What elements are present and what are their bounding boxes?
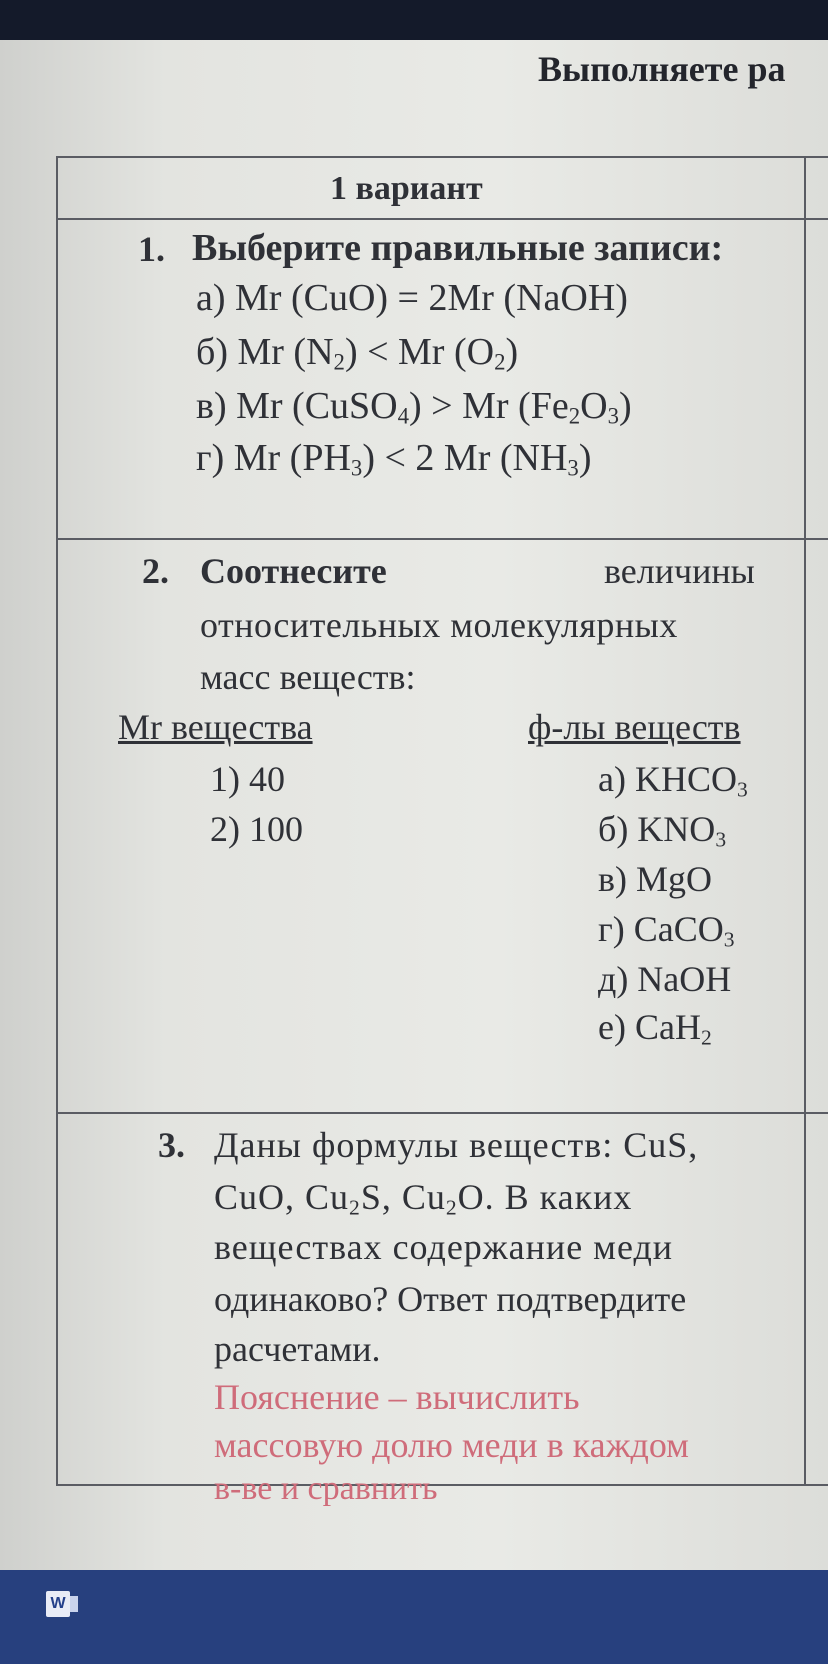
q1-option-d: г) Mr $(PH_3) < 2$ Mr $(NH_3)$ <box>196 437 592 481</box>
q3-note-line1: Пояснение – вычислить <box>214 1377 580 1417</box>
q2-line2: относительных молекулярных <box>200 605 678 645</box>
q3-note-line2: массовую долю меди в каждом <box>214 1425 689 1465</box>
q2-left-header: Mr вещества <box>118 707 313 747</box>
q2-formula-d: г) CaCO$_3$ <box>598 909 735 952</box>
q2-line3: масс веществ: <box>200 657 416 697</box>
top-dark-bar <box>0 0 828 40</box>
q3-note-line3: в-ве и сравнить <box>214 1470 438 1507</box>
q1-option-c: в) Mr (CuSO$_4$) > Mr $(Fe_2O_3)$ <box>196 385 632 429</box>
q3-number: 3. <box>158 1125 185 1165</box>
table-right-border <box>804 156 806 1486</box>
q2-formula-f: е) CaH$_2$ <box>598 1007 712 1050</box>
table-top-border <box>56 156 828 158</box>
q1-number: 1. <box>138 229 165 269</box>
q2-line1-left: Соотнесите <box>200 551 387 591</box>
table-left-border <box>56 156 58 1486</box>
q3-line3: веществах содержание меди <box>214 1227 674 1267</box>
q1-option-a: а) Mr (CuO) = 2Mr (NaOH) <box>196 277 628 319</box>
q3-line1: Даны формулы веществ: CuS, <box>214 1125 699 1165</box>
header-divider <box>56 218 828 220</box>
q1-option-b: б) Mr $(N_2) < Mr$ $(O_2)$ <box>196 331 519 375</box>
q2-line1-right: величины <box>604 551 755 591</box>
variant-header: 1 вариант <box>330 170 483 207</box>
q2-mr-item-2: 2) 100 <box>210 809 303 849</box>
q3-line2: CuO, $Cu_2S$, $Cu_2O$. В каких <box>214 1177 633 1220</box>
q3-line4: одинаково? Ответ подтвердите <box>214 1279 687 1319</box>
table-bottom-border <box>56 1484 828 1486</box>
q2-mr-item-1: 1) 40 <box>210 759 285 799</box>
row1-divider <box>56 538 828 540</box>
q1-title: Выберите правильные записи: <box>192 227 724 269</box>
page-heading: Выполняете ра <box>538 49 786 89</box>
q2-number: 2. <box>142 551 169 591</box>
row2-divider <box>56 1112 828 1114</box>
q2-formula-e: д) NaOH <box>598 959 732 999</box>
word-icon-tab <box>70 1596 78 1612</box>
q3-line5: расчетами. <box>214 1329 381 1369</box>
word-icon[interactable]: W <box>46 1591 70 1617</box>
q2-formula-a: а) $KHCO_3$ <box>598 759 748 802</box>
taskbar <box>0 1570 828 1664</box>
q2-right-header: ф-лы веществ <box>528 707 741 747</box>
q2-formula-c: в) MgO <box>598 859 712 899</box>
q2-formula-b: б) $KNO_3$ <box>598 809 727 852</box>
